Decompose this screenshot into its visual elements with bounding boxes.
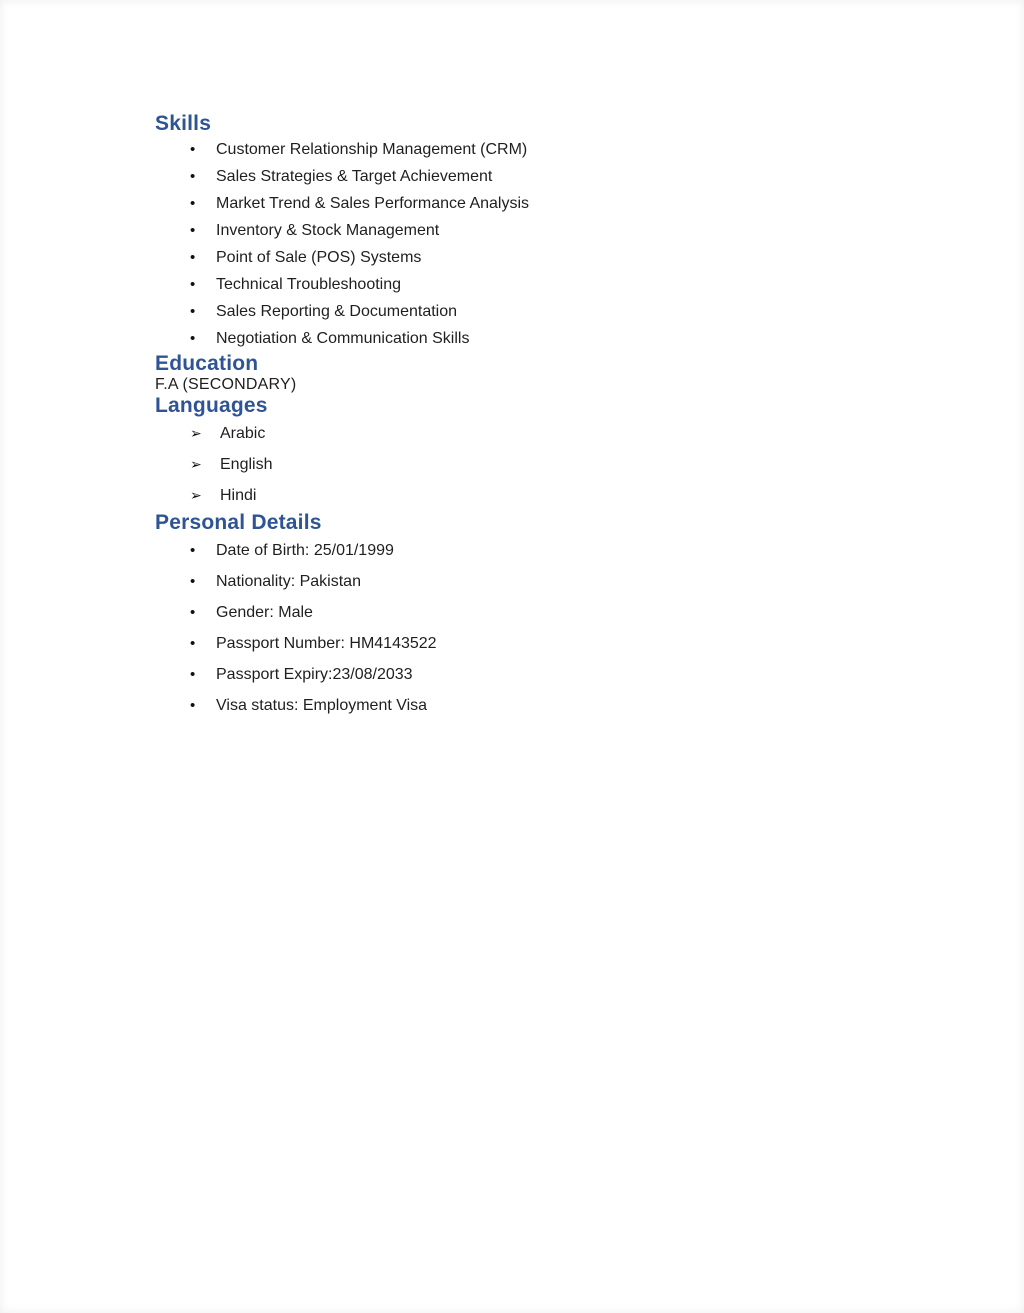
personal-detail-item: Gender: Male bbox=[216, 604, 313, 621]
personal-details-list bbox=[155, 535, 904, 721]
list-item bbox=[190, 628, 904, 659]
section-heading-education: Education bbox=[155, 352, 259, 375]
list-item bbox=[190, 244, 904, 271]
bullet-icon: • bbox=[190, 542, 196, 559]
skill-item: Sales Strategies & Target Achievement bbox=[216, 168, 493, 185]
list-item bbox=[190, 566, 904, 597]
list-item bbox=[190, 597, 904, 628]
skill-item: Market Trend & Sales Performance Analysis bbox=[216, 195, 530, 212]
list-item bbox=[190, 190, 904, 217]
section-heading-skills: Skills bbox=[155, 112, 212, 135]
education-detail: F.A (SECONDARY) bbox=[155, 376, 297, 393]
personal-detail-item: Visa status: Employment Visa bbox=[216, 697, 428, 714]
personal-detail-item: Date of Birth: 25/01/1999 bbox=[216, 542, 394, 559]
list-item bbox=[190, 535, 904, 566]
bullet-icon: • bbox=[190, 573, 196, 590]
skill-item: Point of Sale (POS) Systems bbox=[216, 249, 422, 266]
arrow-bullet-icon: ➢ bbox=[190, 425, 202, 441]
list-item bbox=[190, 136, 904, 163]
list-item bbox=[190, 449, 904, 480]
bullet-icon: • bbox=[190, 330, 196, 347]
skill-item: Inventory & Stock Management bbox=[216, 222, 440, 239]
bullet-icon: • bbox=[190, 195, 196, 212]
list-item bbox=[190, 659, 904, 690]
skill-item: Sales Reporting & Documentation bbox=[216, 303, 458, 320]
list-item bbox=[190, 271, 904, 298]
personal-detail-item: Passport Expiry:23/08/2033 bbox=[216, 666, 413, 683]
language-item: Arabic bbox=[220, 425, 266, 442]
list-item bbox=[190, 163, 904, 190]
languages-list bbox=[155, 418, 904, 511]
list-item bbox=[190, 480, 904, 511]
bullet-icon: • bbox=[190, 249, 196, 266]
bullet-icon: • bbox=[190, 276, 196, 293]
skill-item: Negotiation & Communication Skills bbox=[216, 330, 470, 347]
list-item bbox=[190, 217, 904, 244]
list-item bbox=[190, 325, 904, 352]
bullet-icon: • bbox=[190, 303, 196, 320]
bullet-icon: • bbox=[190, 666, 196, 683]
personal-detail-item: Passport Number: HM4143522 bbox=[216, 635, 437, 652]
section-heading-personal-details: Personal Details bbox=[155, 511, 322, 534]
list-item bbox=[190, 690, 904, 721]
arrow-bullet-icon: ➢ bbox=[190, 456, 202, 472]
personal-detail-item: Nationality: Pakistan bbox=[216, 573, 361, 590]
bullet-icon: • bbox=[190, 697, 196, 714]
arrow-bullet-icon: ➢ bbox=[190, 487, 202, 503]
language-item: English bbox=[220, 456, 273, 473]
bullet-icon: • bbox=[190, 222, 196, 239]
language-item: Hindi bbox=[220, 487, 257, 504]
list-item bbox=[190, 418, 904, 449]
bullet-icon: • bbox=[190, 141, 196, 158]
list-item bbox=[190, 298, 904, 325]
skill-item: Customer Relationship Management (CRM) bbox=[216, 141, 528, 158]
bullet-icon: • bbox=[190, 604, 196, 621]
bullet-icon: • bbox=[190, 635, 196, 652]
bullet-icon: • bbox=[190, 168, 196, 185]
skill-item: Technical Troubleshooting bbox=[216, 276, 402, 293]
section-heading-languages: Languages bbox=[155, 394, 268, 417]
skills-list bbox=[155, 136, 904, 352]
